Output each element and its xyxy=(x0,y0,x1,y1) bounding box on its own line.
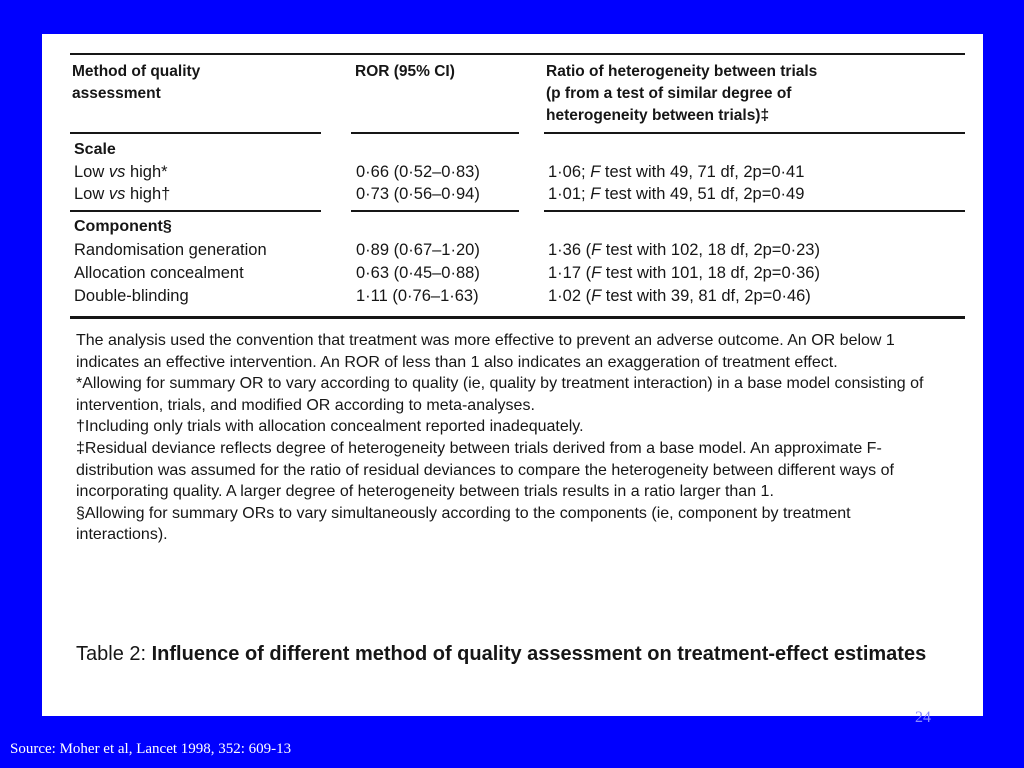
footnote-asterisk: *Allowing for summary OR to vary according to quality (ie, quality by treatment interaction) in a base model consisting of intervention, trials, and modified OR according to meta-analyses. xyxy=(76,375,924,414)
table-image-panel xyxy=(42,34,983,716)
section-title-component: Component§ xyxy=(74,218,172,235)
row-ratio: 1·02 (F test with 39, 81 df, 2p=0·46) xyxy=(548,287,811,305)
header-ratio-line-3: heterogeneity between trials)‡ xyxy=(546,107,770,124)
row-ror: 0·66 (0·52–0·83) xyxy=(356,163,480,181)
header-ratio-line-1: Ratio of heterogeneity between trials xyxy=(546,63,818,80)
table-bottom-rule xyxy=(70,316,965,319)
row-ror: 0·73 (0·56–0·94) xyxy=(356,185,480,203)
header-method-line-1: Method of quality xyxy=(72,63,201,80)
footnote-double-dagger: ‡Residual deviance reflects degree of heterogeneity between trials derived from a base model. An approximate F-distribution was assumed for the ratio of residual deviances to compare the heterogeneity between different ways of incorporating quality. A larger degree of heterogeneity between trials results in a ratio larger than 1. xyxy=(76,439,894,501)
footnote-dagger: †Including only trials with allocation concealment reported inadequately. xyxy=(76,418,584,436)
row-method: Low vs high* xyxy=(74,163,168,181)
row-ror: 1·11 (0·76–1·63) xyxy=(356,287,479,305)
table-caption xyxy=(76,641,956,667)
row-method: Low vs high† xyxy=(74,185,171,203)
row-ror: 0·63 (0·45–0·88) xyxy=(356,264,480,282)
caption-text: Influence of different method of quality assessment on treatment-effect estimates xyxy=(151,643,927,665)
header-rule-method xyxy=(70,132,321,134)
footnotes xyxy=(76,330,946,546)
table-top-rule xyxy=(70,53,965,55)
row-method: Randomisation generation xyxy=(74,241,267,259)
section-rule-ror xyxy=(351,210,519,212)
section-rule-ratio xyxy=(544,210,965,212)
source-citation: Source: Moher et al, Lancet 1998, 352: 609-13 xyxy=(10,741,292,757)
section-rule-method xyxy=(70,210,321,212)
row-ratio: 1·01; F test with 49, 51 df, 2p=0·49 xyxy=(548,185,805,203)
header-rule-ror xyxy=(351,132,519,134)
header-ratio-line-2: (p from a test of similar degree of xyxy=(546,85,792,102)
row-ratio: 1·36 (F test with 102, 18 df, 2p=0·23) xyxy=(548,241,820,259)
row-method: Double-blinding xyxy=(74,287,189,305)
row-method: Allocation concealment xyxy=(74,264,244,282)
row-ratio: 1·17 (F test with 101, 18 df, 2p=0·36) xyxy=(548,264,820,282)
section-title-scale: Scale xyxy=(74,141,116,158)
header-rule-ratio xyxy=(544,132,965,134)
caption-label: Table 2: xyxy=(76,643,152,665)
header-ror: ROR (95% CI) xyxy=(355,63,455,80)
row-ratio: 1·06; F test with 49, 71 df, 2p=0·41 xyxy=(548,163,805,181)
row-ror: 0·89 (0·67–1·20) xyxy=(356,241,480,259)
header-method-line-2: assessment xyxy=(72,85,161,102)
slide-page-number: 24 xyxy=(915,709,931,726)
footnote-section: §Allowing for summary ORs to vary simultaneously according to the components (ie, component by treatment interactions). xyxy=(76,504,851,544)
footnote-convention: The analysis used the convention that treatment was more effective to prevent an adverse outcome. An OR below 1 indicates an effective intervention. An ROR of less than 1 also indicates an exaggeration of treatment effect. xyxy=(76,332,895,371)
